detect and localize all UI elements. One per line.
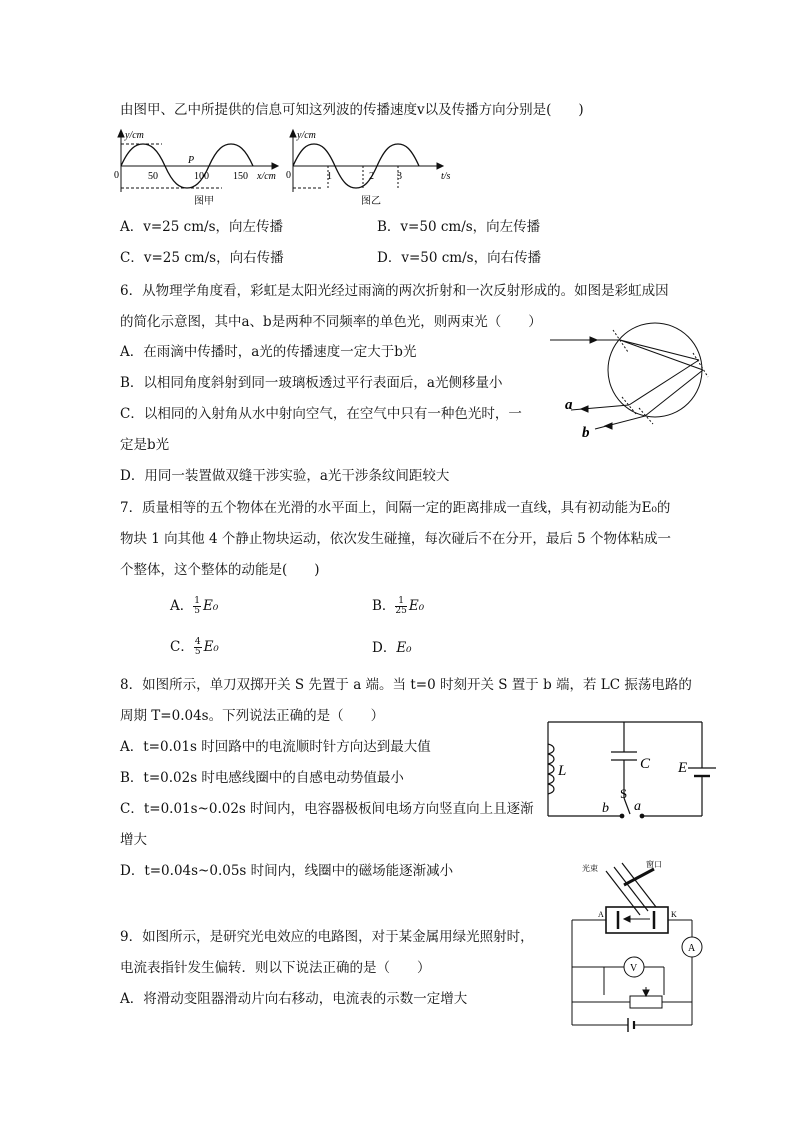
q9-label-anode: A (598, 910, 604, 919)
q9-label-window: 窗口 (646, 860, 662, 869)
q5-figure-b (283, 126, 455, 208)
q5-figure-a (112, 126, 282, 208)
q8-label-a: a (634, 799, 641, 814)
q9-option-a: A．将滑动变阻器滑动片向右移动，电流表的示数一定增大 (120, 991, 468, 1007)
q8-stem-line2: 周期 T=0.04s。下列说法正确的是（ ） (120, 708, 385, 724)
q8-option-c-line2: 增大 (120, 832, 147, 848)
q9-photoelectric-circuit (560, 855, 710, 1037)
q5b-ylabel: y/cm (297, 130, 316, 141)
q5-stem: 由图甲、乙中所提供的信息可知这列波的传播速度v以及传播方向分别是( ) (120, 102, 584, 118)
q7-a-fraction: $\frac{1}{5}$ (194, 596, 200, 616)
q5a-xlabel: x/cm (257, 171, 276, 182)
q6-option-c-line2: 定是b光 (120, 437, 170, 453)
q6-option-c-line1: C．以相同的入射角从水中射向空气，在空气中只有一种色光时，一 (120, 406, 522, 422)
q8-label-b: b (602, 801, 609, 816)
q7-stem-line3: 个整体，这个整体的动能是( ) (120, 562, 320, 578)
q6-stem-line1: 6．从物理学角度看，彩虹是太阳光经过雨滴的两次折射和一次反射形成的。如图是彩虹成因 (120, 283, 669, 299)
q8-option-a: A．t=0.01s 时回路中的电流顺时针方向达到最大值 (120, 739, 431, 755)
q7-a-letter: A． (170, 598, 194, 614)
q8-label-l: L (558, 763, 567, 779)
q7-b-letter: B． (372, 598, 396, 614)
q5a-tick-150: 150 (233, 171, 248, 182)
q5a-origin: 0 (114, 170, 119, 181)
q5a-tick-100: 100 (194, 171, 209, 182)
q9-voltmeter-symbol: V (630, 963, 638, 974)
q5a-point-p: P (188, 155, 195, 166)
q9-stem-line2: 电流表指针发生偏转．则以下说法正确的是（ ） (120, 960, 431, 976)
q7-c-letter: C． (170, 639, 194, 655)
q6-option-a: A．在雨滴中传播时，a光的传播速度一定大于b光 (120, 344, 417, 360)
q9-ammeter-symbol: A (688, 943, 696, 954)
q5b-origin: 0 (286, 170, 291, 181)
q8-option-c-line1: C．t=0.01s~0.02s 时间内，电容器极板间电场方向竖直向上且逐渐 (120, 801, 534, 817)
q8-option-b: B．t=0.02s 时电感线圈中的自感电动势值最小 (120, 770, 404, 786)
q8-option-d: D．t=0.04s~0.05s 时间内，线圈中的磁场能逐渐减小 (120, 863, 454, 879)
q8-label-e: E (678, 760, 688, 776)
q6-option-b: B．以相同角度斜射到同一玻璃板透过平行表面后，a光侧移量小 (120, 375, 503, 391)
q6-label-a: a (565, 397, 573, 413)
q8-lc-circuit (530, 716, 720, 822)
q8-label-s: S (620, 786, 628, 801)
q7-option-a (170, 597, 218, 616)
q7-b-e0: E₀ (408, 598, 425, 614)
q5a-tick-50: 50 (148, 171, 158, 182)
q7-d-letter: D． (372, 640, 397, 656)
q5-option-c: C．v=25 cm/s，向右传播 (120, 250, 284, 266)
q5-option-a: A．v=25 cm/s，向左传播 (120, 219, 283, 235)
q5a-caption: 图甲 (194, 196, 214, 207)
q6-label-b: b (582, 425, 590, 441)
q7-option-b (372, 597, 424, 616)
q5b-tick-2: 2 (369, 171, 374, 182)
q6-stem-line2: 的简化示意图，其中a、b是两种不同频率的单色光，则两束光（ ） (120, 314, 542, 330)
q6-raindrop-figure (545, 318, 720, 442)
q5b-tick-1: 1 (327, 171, 332, 182)
q5a-ylabel: y/cm (125, 130, 144, 141)
q7-option-d (372, 639, 412, 657)
q7-stem-line2: 物块 1 向其他 4 个静止物块运动，依次发生碰撞，每次碰后不在分开，最后 5 个物体粘成一 (120, 531, 672, 547)
q5-option-d: D．v=50 cm/s，向右传播 (377, 250, 542, 266)
q7-a-e0: E₀ (202, 598, 219, 614)
q7-d-e0: E₀ (396, 640, 412, 656)
q5b-caption: 图乙 (361, 196, 381, 207)
q8-stem-line1: 8．如图所示，单刀双掷开关 S 先置于 a 端。当 t=0 时刻开关 S 置于 b 端，若 LC 振荡电路的 (120, 677, 692, 693)
q7-c-e0: E₀ (203, 639, 219, 655)
q9-stem-line1: 9．如图所示，是研究光电效应的电路图，对于某金属用绿光照射时， (120, 929, 534, 945)
q7-b-fraction: $\frac{1}{25}$ (395, 596, 407, 616)
q7-option-c (170, 638, 219, 657)
q6-option-d: D．用同一装置做双缝干涉实验，a光干涉条纹间距较大 (120, 468, 450, 484)
q9-label-beam: 光束 (582, 864, 598, 873)
q8-label-c: C (640, 756, 651, 772)
q5-option-b: B．v=50 cm/s，向左传播 (377, 219, 541, 235)
q5b-tick-3: 3 (397, 171, 402, 182)
q7-c-fraction: $\frac{4}{5}$ (194, 637, 201, 657)
q7-stem-line1: 7．质量相等的五个物体在光滑的水平面上，间隔一定的距离排成一直线，具有初动能为E₀的 (120, 500, 671, 516)
q9-label-cathode: K (671, 910, 677, 919)
q5b-xlabel: t/s (441, 171, 451, 182)
